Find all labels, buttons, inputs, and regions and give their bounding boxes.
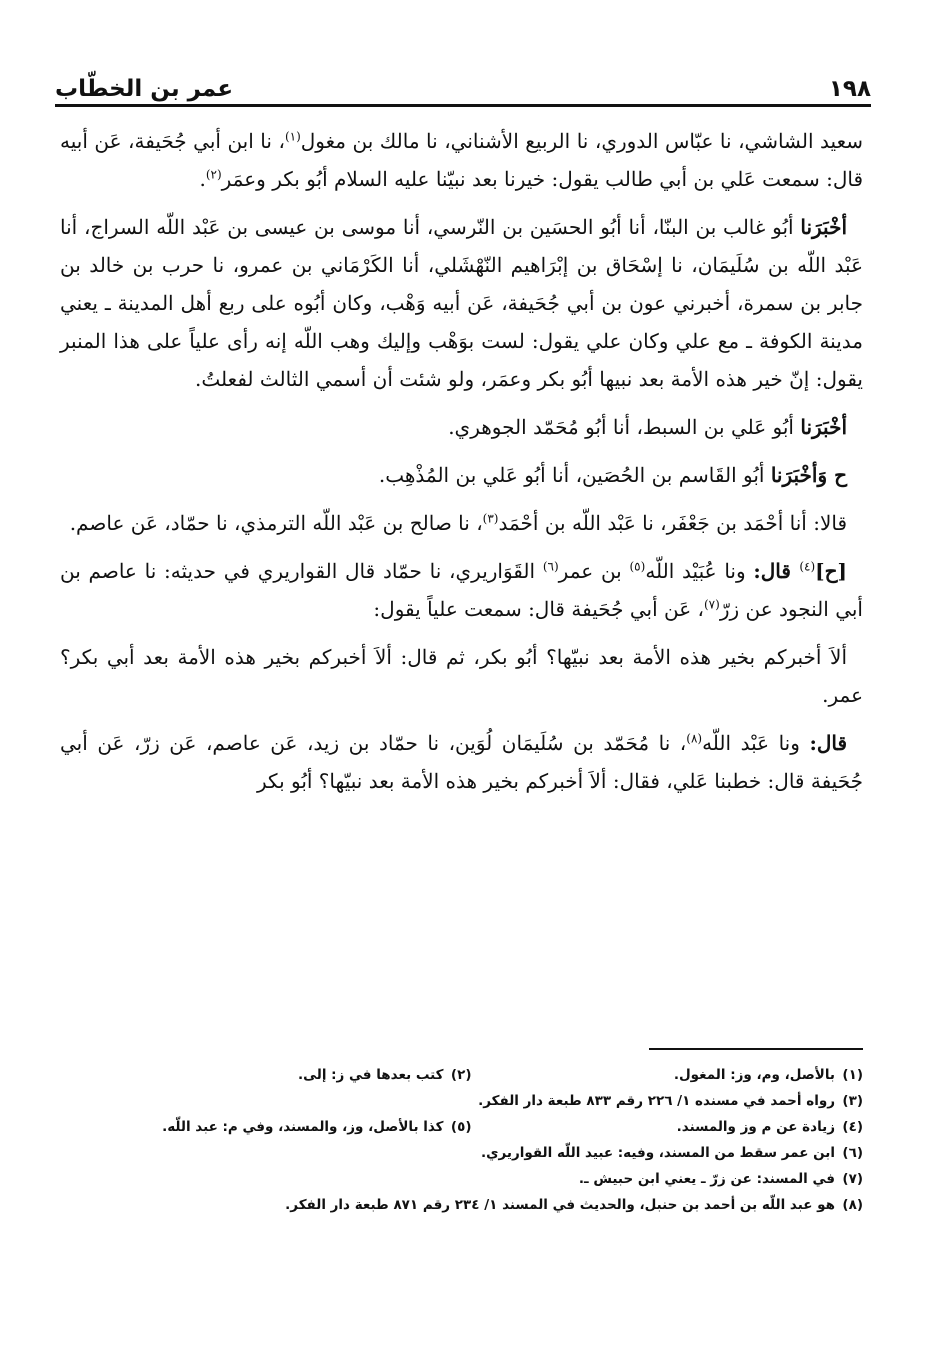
footnote-row [80, 1088, 863, 1114]
paragraph-text: ، نا ابن أبي جُحَيفة، عَن أبيه قال: سمعت عَلي بن أبي طالب يقول: خيرنا بعد نبيّنا عليه السلام أبُو بكر وعمَر [60, 129, 863, 191]
isnad-lead: أخْبَرَنا [800, 215, 847, 239]
footnote-text: كتب بعدها في ز: إلى. [297, 1067, 444, 1083]
footnote-text: ابن عمر سقط من المسند، وفيه: عبيد اللّه القواريري. [481, 1145, 835, 1161]
footnote-row [80, 1114, 863, 1140]
paragraph-1 [60, 122, 863, 198]
paragraph-4 [60, 456, 863, 494]
paragraph-3 [60, 408, 863, 446]
footnote-3 [478, 1088, 863, 1114]
isnad-lead: قال: [809, 731, 848, 755]
paragraph-text: ، عَن أبي جُحَيفة قال: سمعت علياً يقول: [373, 597, 704, 621]
footnote-1 [472, 1062, 864, 1088]
footnote-number: (٢) [450, 1067, 472, 1083]
paragraph-5 [60, 504, 863, 542]
footnote-7 [579, 1166, 863, 1192]
footnote-text: رواه أحمد في مسنده ١/ ٢٢٦ رقم ٨٣٣ طبعة دار الفكر. [478, 1093, 835, 1109]
footnote-rule [649, 1048, 863, 1050]
paragraph-text: قالا: أنا أحْمَد بن جَعْفَر، نا عَبْد اللّه بن أحْمَد [498, 511, 847, 535]
footnote-ref: (٣) [482, 511, 499, 526]
footnote-text: في المسند: عن زرّ ـ يعني ابن حبيش ـ. [578, 1171, 835, 1187]
footnote-number: (٣) [842, 1093, 863, 1109]
isnad-lead: قال: [753, 559, 800, 583]
isnad-lead: أخْبَرَنا [800, 415, 847, 439]
paragraph-text: بن عمر [558, 559, 630, 583]
footnote-ref: (٧) [703, 597, 720, 612]
paragraph-text: أبُو عَلي بن السبط، أنا أبُو مُحَمّد الجوهري. [448, 415, 801, 439]
footnote-number: (٥) [450, 1119, 472, 1135]
paragraph-6 [60, 552, 863, 628]
running-title: عمر بن الخطّاب [55, 76, 234, 102]
footnote-text: هو عبد اللّه بن أحمد بن حنبل، والحديث في المسند ١/ ٢٣٤ رقم ٨٧١ طبعة دار الفكر. [285, 1197, 835, 1213]
header-rule [55, 104, 871, 107]
paragraph-text: ألاَ أخبركم بخير هذه الأمة بعد نبيّها؟ أبُو بكر، ثم قال: ألاَ أخبركم بخير هذه الأمة بعد أبي بكر؟ عمر. [60, 645, 863, 707]
paragraph-text: ونا عُبَيْد اللّه [645, 559, 754, 583]
paragraph-text: أبُو غالب بن البنّا، أنا أبُو الحسَين بن النّرسي، أنا موسى بن عيسى بن عَبْد اللّه السراج، أنا عَبْد اللّه بن سُلَيمَان، نا إسْحَاق بن إبْرَاهيم النّهْشَلي، أنا الكَرْمَاني بن عمرو، نا حرب بن خالد بن جابر بن سمرة، أخبرني عون بن أبي جُحَيفة، عَن أبيه وَهْب، وكان أبُوه على ربع أهل المدينة ـ يعني مدينة الكوفة ـ مع علي وكان علي يقول: لست بوَهْب وإليك وهب اللّه إنه رأى علياً على هذا المنبر يقول: إنّ خير هذه الأمة بعد نبيها أبُو بكر وعمَر، ولو شئت أن أسمي الثالث لفعلتُ. [60, 215, 863, 391]
footnote-5 [80, 1114, 472, 1140]
isnad-lead: [ح] [815, 559, 847, 583]
footnote-ref: (٨) [686, 731, 703, 746]
paragraph-text: ونا عَبْد اللّه [702, 731, 810, 755]
footnotes [80, 1062, 863, 1218]
paragraph-8 [60, 724, 863, 800]
footnote-2 [80, 1062, 472, 1088]
paragraph-2 [60, 208, 863, 398]
paragraph-text: القَوَاريري، نا حمّاد قال القواريري في حديثه: نا عاصم بن أبي النجود عن زرّ [60, 559, 863, 621]
footnote-row [80, 1166, 863, 1192]
footnote-ref: (١) [284, 129, 301, 144]
main-text [60, 122, 863, 810]
footnote-8 [285, 1192, 863, 1218]
footnote-ref: (٦) [542, 559, 559, 574]
isnad-lead: ح وَأخْبَرَنا [770, 463, 847, 487]
footnote-number: (٧) [842, 1171, 863, 1187]
footnote-row [80, 1192, 863, 1218]
footnote-number: (٤) [842, 1119, 863, 1135]
footnote-text: كذا بالأصل، وز، والمسند، وفي م: عبد اللّه. [162, 1119, 444, 1135]
footnote-6 [481, 1140, 863, 1166]
footnote-text: زيادة عن م وز والمسند. [676, 1119, 835, 1135]
footnote-number: (٨) [842, 1197, 863, 1213]
paragraph-text: أبُو القَاسم بن الحُصَين، أنا أبُو عَلي بن المُذْهِب. [378, 463, 771, 487]
footnote-number: (١) [842, 1067, 863, 1083]
paragraph-text: ، نا صالح بن عَبْد اللّه الترمذي، نا حمّاد، عَن عاصم. [69, 511, 483, 535]
footnote-text: بالأصل، وم، وز: المغول. [673, 1067, 835, 1083]
footnote-number: (٦) [842, 1145, 863, 1161]
paragraph-text: ، نا مُحَمّد بن سُلَيمَان لُوَين، نا حمّاد بن زيد، عَن عاصم، عَن زرّ، عَن أبي جُحَيفة قال: خطبنا عَلي، فقال: ألاَ أخبركم بخير هذه الأمة بعد نبيّها؟ أبُو بكر [60, 731, 863, 793]
footnote-ref: (٥) [629, 559, 646, 574]
paragraph-text: سعيد الشاشي، نا عبّاس الدوري، نا الربيع الأشناني، نا مالك بن مغول [300, 129, 863, 153]
paragraph-text: . [199, 167, 206, 191]
footnote-ref: (٢) [205, 167, 222, 182]
footnote-row [80, 1062, 863, 1088]
footnote-4 [472, 1114, 864, 1140]
footnote-ref: (٤) [799, 559, 816, 574]
paragraph-7 [60, 638, 863, 714]
page-header [55, 62, 871, 102]
page-number: ١٩٨ [828, 76, 871, 102]
footnote-row [80, 1140, 863, 1166]
